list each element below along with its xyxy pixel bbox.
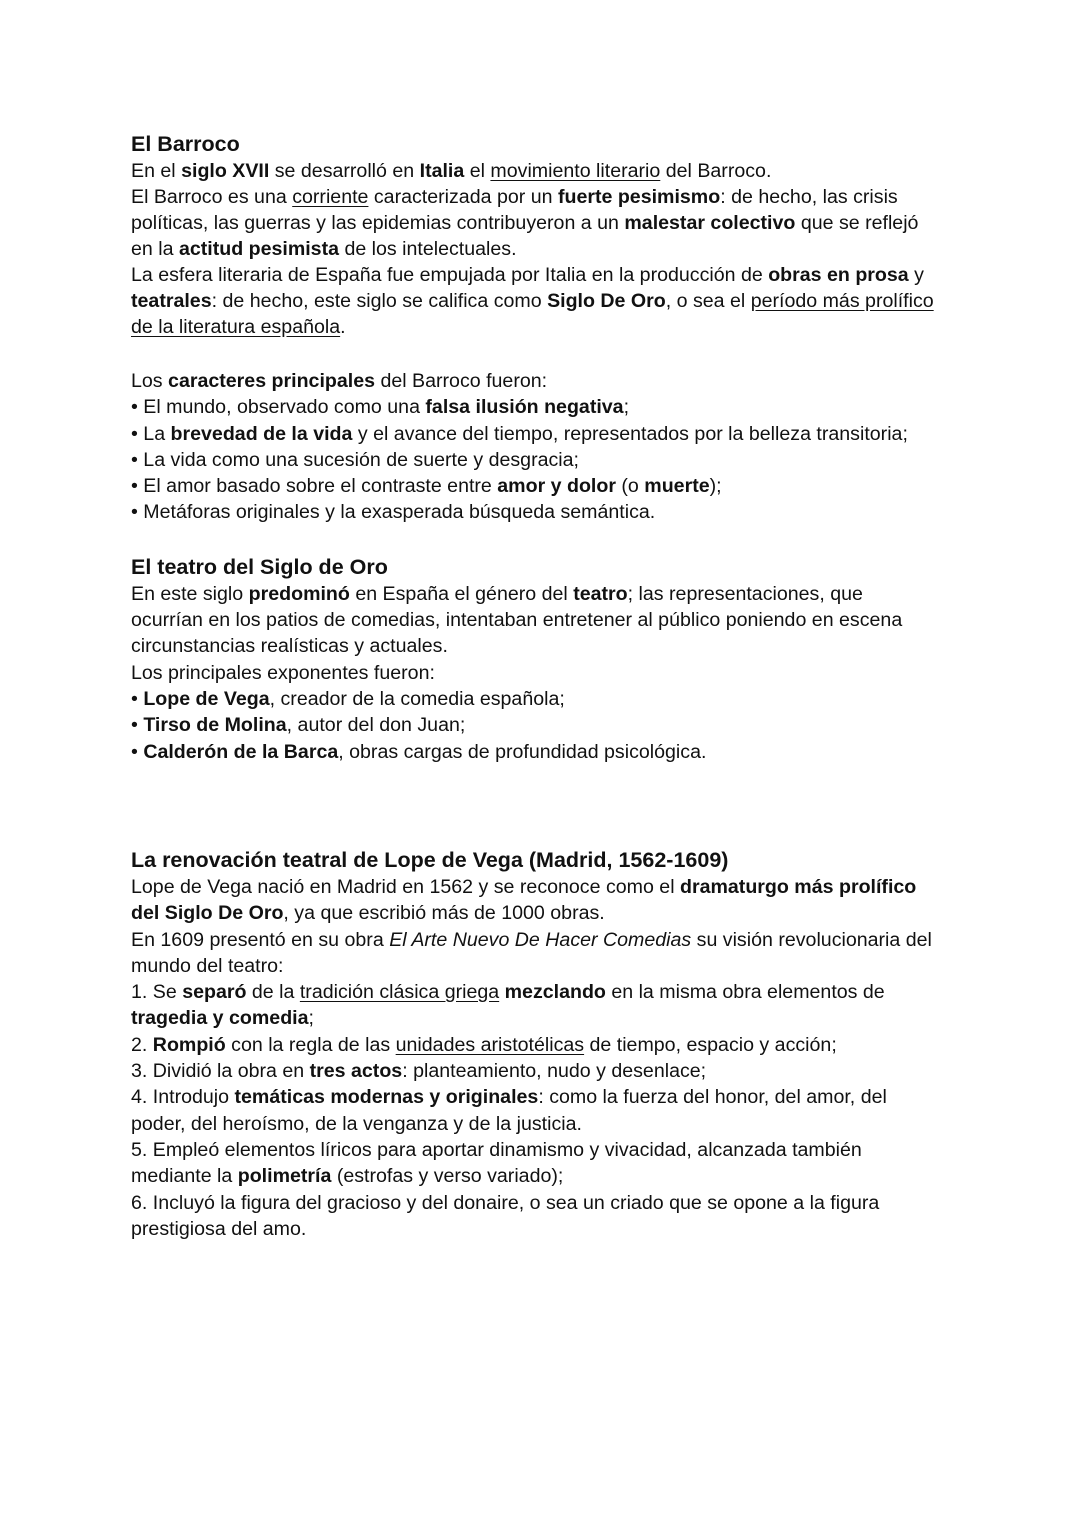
barroco-p1-line-7: de la literatura española. xyxy=(131,316,346,338)
barroco-p1-line-1: En el siglo XVII se desarrolló en Italia el movimiento literario del Barroco. xyxy=(131,160,772,182)
lope-item-4-line-2: poder, del heroísmo, de la venganza y de la justicia. xyxy=(131,1113,582,1135)
lope-item-6-line-2: prestigiosa del amo. xyxy=(131,1218,307,1240)
teatro-line-3: circunstancias realísticas y actuales. xyxy=(131,635,448,657)
barroco-p1-line-5: La esfera literaria de España fue empujada por Italia en la producción de obras en prosa y xyxy=(131,264,924,286)
lope-item-5-line-1: 5. Empleó elementos líricos para aportar dinamismo y vivacidad, alcanzada también xyxy=(131,1139,862,1161)
barroco-bullet-1: • El mundo, observado como una falsa ilusión negativa; xyxy=(131,396,630,418)
lope-item-3: 3. Dividió la obra en tres actos: planteamiento, nudo y desenlace; xyxy=(131,1060,707,1082)
lope-item-2: 2. Rompió con la regla de las unidades aristotélicas de tiempo, espacio y acción; xyxy=(131,1034,837,1056)
section-title-barroco: El Barroco xyxy=(131,132,240,156)
barroco-bullet-5: • Metáforas originales y la exasperada búsqueda semántica. xyxy=(131,501,656,523)
barroco-p2-intro: Los caracteres principales del Barroco fueron: xyxy=(131,370,548,392)
barroco-bullet-4: • El amor basado sobre el contraste entre amor y dolor (o muerte); xyxy=(131,475,722,497)
teatro-line-1: En este siglo predominó en España el género del teatro; las representaciones, que xyxy=(131,583,863,605)
teatro-line-4: Los principales exponentes fueron: xyxy=(131,662,435,684)
teatro-line-2: ocurrían en los patios de comedias, intentaban entretener al público poniendo en escena xyxy=(131,609,903,631)
barroco-p1-line-6: teatrales: de hecho, este siglo se califica como Siglo De Oro, o sea el período más prolífico xyxy=(131,290,934,312)
lope-item-1-line-1: 1. Se separó de la tradición clásica griega mezclando en la misma obra elementos de xyxy=(131,981,885,1003)
teatro-bullet-1: • Lope de Vega, creador de la comedia española; xyxy=(131,688,565,710)
barroco-p1-line-2: El Barroco es una corriente caracterizada por un fuerte pesimismo: de hecho, las crisis xyxy=(131,186,898,208)
teatro-bullet-2: • Tirso de Molina, autor del don Juan; xyxy=(131,714,466,736)
lope-item-6-line-1: 6. Incluyó la figura del gracioso y del donaire, o sea un criado que se opone a la figura xyxy=(131,1192,880,1214)
barroco-p1-line-4: en la actitud pesimista de los intelectuales. xyxy=(131,238,517,260)
lope-item-5-line-2: mediante la polimetría (estrofas y verso variado); xyxy=(131,1165,564,1187)
barroco-bullet-2: • La brevedad de la vida y el avance del tiempo, representados por la belleza transitoria; xyxy=(131,423,908,445)
lope-item-4-line-1: 4. Introdujo temáticas modernas y originales: como la fuerza del honor, del amor, del xyxy=(131,1086,887,1108)
section-title-lope: La renovación teatral de Lope de Vega (Madrid, 1562-1609) xyxy=(131,848,729,872)
lope-line-3: En 1609 presentó en su obra El Arte Nuevo De Hacer Comedias su visión revolucionaria del xyxy=(131,929,932,951)
barroco-p1-line-3: políticas, las guerras y las epidemias contribuyeron a un malestar colectivo que se reflejó xyxy=(131,212,919,234)
lope-line-1: Lope de Vega nació en Madrid en 1562 y se reconoce como el dramaturgo más prolífico xyxy=(131,876,917,898)
teatro-bullet-3: • Calderón de la Barca, obras cargas de profundidad psicológica. xyxy=(131,741,707,763)
lope-line-4: mundo del teatro: xyxy=(131,955,284,977)
lope-line-2: del Siglo De Oro, ya que escribió más de 1000 obras. xyxy=(131,902,605,924)
barroco-bullet-3: • La vida como una sucesión de suerte y desgracia; xyxy=(131,449,579,471)
section-title-teatro: El teatro del Siglo de Oro xyxy=(131,555,388,579)
lope-item-1-line-2: tragedia y comedia; xyxy=(131,1007,314,1029)
